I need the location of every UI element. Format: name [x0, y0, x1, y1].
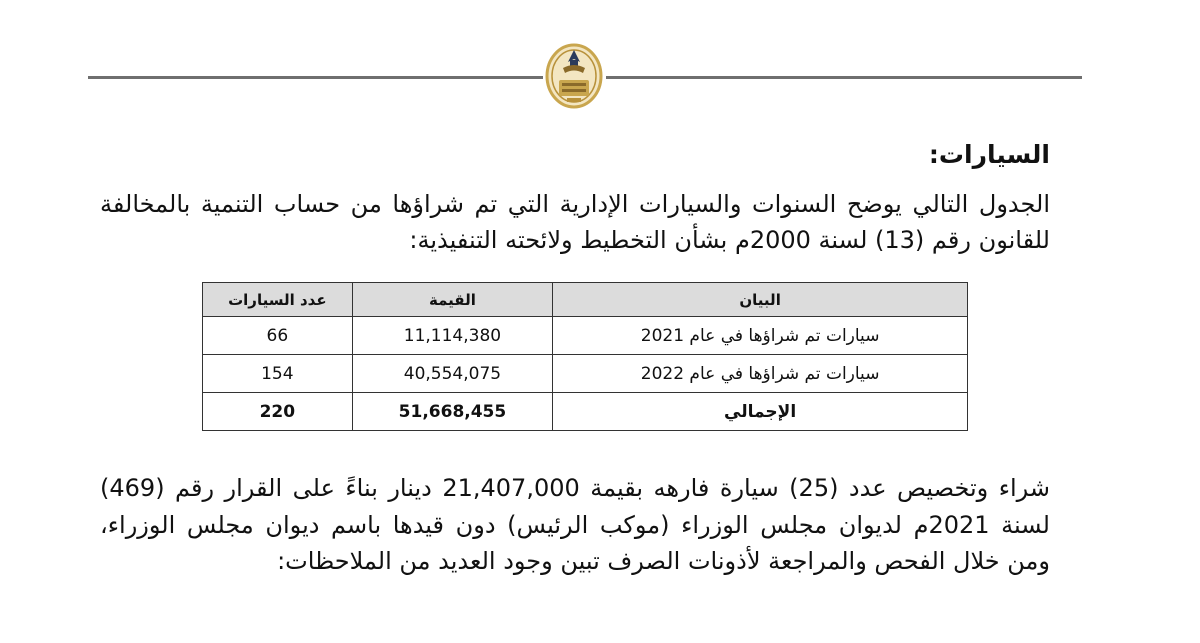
table-row [203, 355, 968, 393]
table-header-row [203, 283, 968, 317]
body-paragraph: شراء وتخصيص عدد (25) سيارة فارهه بقيمة 21,407,000 دينار بناءً على القرار رقم (469) لسنة 2021م لديوان مجلس الوزراء (موكب الرئيس) دون قيدها باسم ديوان مجلس الوزراء، ومن خلال الفحص والمراجعة لأذونات الصرف تبين وجود العديد من الملاحظات: [100, 474, 1050, 575]
row-description: سيارات تم شراؤها في عام 2022 [553, 355, 968, 393]
cars-table [202, 282, 968, 431]
intro-paragraph: الجدول التالي يوضح السنوات والسيارات الإدارية التي تم شراؤها من حساب التنمية بالمخالفة للقانون رقم (13) لسنة 2000م بشأن التخطيط ولائحته التنفيذية: [100, 190, 1050, 254]
row-value: 11,114,380 [352, 317, 553, 355]
row-count: 154 [203, 355, 353, 393]
total-label: الإجمالي [553, 393, 968, 431]
header-description: البيان [553, 283, 968, 317]
row-value: 40,554,075 [352, 355, 553, 393]
total-value: 51,668,455 [352, 393, 553, 431]
header-value: القيمة [352, 283, 553, 317]
table-row [203, 317, 968, 355]
row-description: سيارات تم شراؤها في عام 2021 [553, 317, 968, 355]
header-car-count: عدد السيارات [203, 283, 353, 317]
emblem-logo [543, 40, 605, 110]
row-count: 66 [203, 317, 353, 355]
section-heading: السيارات: [928, 140, 1050, 169]
header-rule-left [88, 76, 543, 79]
total-count: 220 [203, 393, 353, 431]
header-rule-right [606, 76, 1082, 79]
table-total-row [203, 393, 968, 431]
